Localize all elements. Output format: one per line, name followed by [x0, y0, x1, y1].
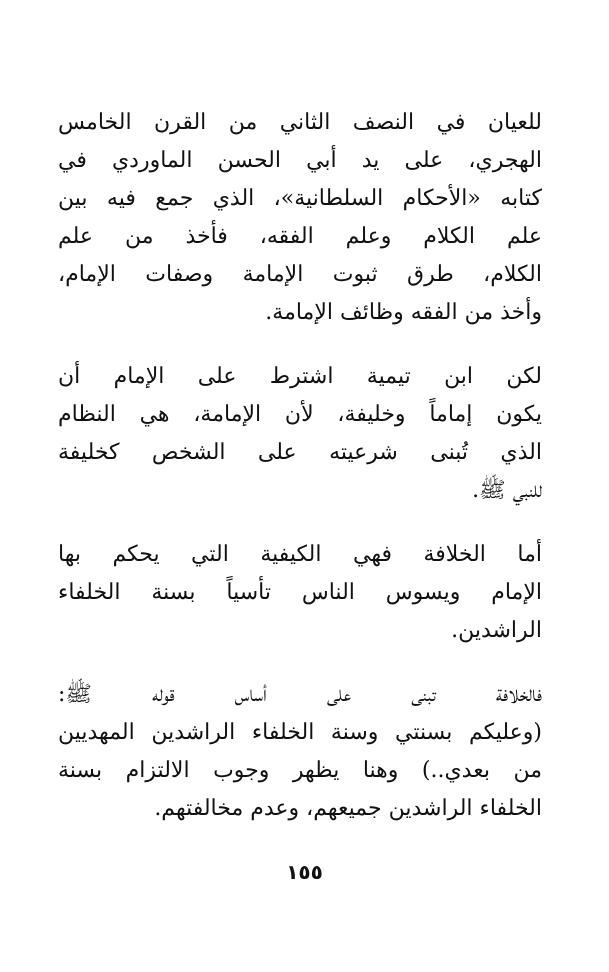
text-line: الراشدين.	[451, 618, 542, 643]
paragraph-gap	[58, 650, 542, 676]
text-line: الإمام ويسوس الناس تأسياً بسنة الخلفاء	[58, 580, 542, 605]
text-line: الذي تُبنى شرعيته على الشخص كخليفة	[58, 440, 542, 465]
text-line: أما الخلافة فهي الكيفية التي يحكم بها	[58, 542, 542, 567]
paragraph-gap	[58, 332, 542, 358]
text-line: يكون إماماً وخليفة، لأن الإمامة، هي النظام	[58, 402, 542, 427]
paragraph-2	[58, 358, 542, 510]
page-body	[58, 104, 542, 828]
text-line: للنبي ﷺ.	[472, 478, 542, 503]
paragraph-3	[58, 536, 542, 650]
text-line: وأخذ من الفقه وظائف الإمامة.	[265, 300, 542, 325]
text-line: للعيان في النصف الثاني من القرن الخامس	[58, 110, 542, 135]
text-line: الخلفاء الراشدين جميعهم، وعدم مخالفتهم.	[154, 796, 542, 821]
text-line: فالخلافة تبنى على أساس قوله ﷺ:	[58, 682, 542, 707]
paragraph-1	[58, 104, 542, 332]
text-line: من بعدي..) وهنا يظهر وجوب الالتزام بسنة	[58, 758, 542, 783]
text-line: لكن ابن تيمية اشترط على الإمام أن	[58, 364, 542, 389]
text-line: (وعليكم بسنتي وسنة الخلفاء الراشدين المهديين	[58, 720, 542, 745]
paragraph-4	[58, 676, 542, 828]
text-line: الكلام، طرق ثبوت الإمامة وصفات الإمام،	[58, 262, 542, 287]
text-line: كتابه «الأحكام السلطانية»، الذي جمع فيه بين	[58, 186, 542, 211]
text-line: الهجري، على يد أبي الحسن الماوردي في	[58, 148, 542, 173]
text-line: علم الكلام وعلم الفقه، فأخذ من علم	[58, 224, 542, 249]
page-number: ١٥٥	[286, 860, 323, 884]
paragraph-gap	[58, 510, 542, 536]
